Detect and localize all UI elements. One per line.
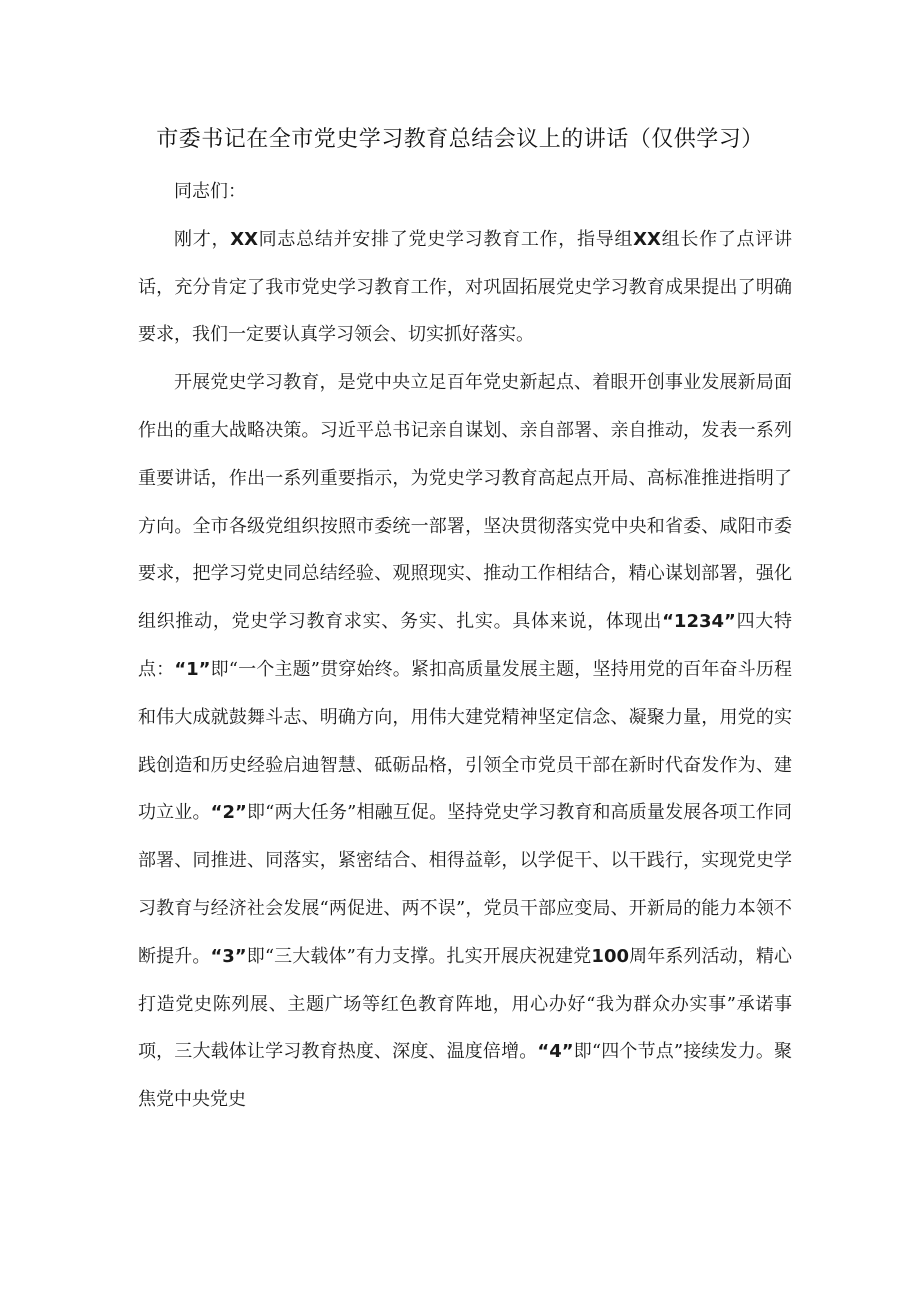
- paragraph-2-bold-1: “1234”: [662, 611, 736, 633]
- paragraph-1: [138, 216, 792, 359]
- paragraph-1-bold-1: XX: [230, 228, 258, 250]
- document-body: [138, 168, 792, 1124]
- paragraph-2-text-3: 即“一个主题”贯穿始终。紧扣高质量发展主题，坚持用党的百年奋斗历程和伟大成就鼓舞斗志、明确方向，用伟大建党精神坚定信念、凝聚力量，用党的实践创造和历史经验启迪智慧、砥砺品格，引领全市党员干部在新时代奋发作为、建功立业。: [138, 658, 792, 824]
- paragraph-2: [138, 359, 792, 1124]
- paragraph-2-bold-5: 100: [591, 945, 629, 967]
- paragraph-2-text-6: 周年系列活动，精心打造党史陈列展、主题广场等红色教育阵地，用心办好“我为群众办实事”承诺事项，三大载体让学习教育热度、深度、温度倍增。: [138, 945, 793, 1063]
- paragraph-2-text-5: 即“三大载体”有力支撑。扎实开展庆祝建党: [246, 945, 592, 967]
- paragraph-2-text-1: 开展党史学习教育，是党中央立足百年党史新起点、着眼开创事业发展新局面作出的重大战略决策。习近平总书记亲自谋划、亲自部署、亲自推动，发表一系列重要讲话，作出一系列重要指示，为党史学习教育高起点开局、高标准推进指明了方向。全市各级党组织按照市委统一部署，坚决贯彻落实党中央和省委、咸阳市委要求，把学习党史同总结经验、观照现实、推动工作相结合，精心谋划部署，强化组织推动，党史学习教育求实、务实、扎实。具体来说，体现出: [138, 372, 792, 633]
- document-title: 市委书记在全市党史学习教育总结会议上的讲话（仅供学习）: [156, 127, 764, 152]
- paragraph-1-text-3: 组长作了点评讲话，充分肯定了我市党史学习教育工作，对巩固拓展党史学习教育成果提出了明确要求，我们一定要认真学习领会、切实抓好落实。: [138, 228, 793, 346]
- paragraph-2-text-4: 即“两大任务”相融互促。坚持党史学习教育和高质量发展各项工作同部署、同推进、同落实，紧密结合、相得益彰，以学促干、以干践行，实现党史学习教育与经济社会发展“两促进、两不误”，党员干部应变局、开新局的能力本领不断提升。: [138, 802, 793, 967]
- paragraph-2-bold-2: “1”: [174, 658, 211, 680]
- paragraph-2-text-7: 即“四个节点”接续发力。聚焦党中央党史: [138, 1041, 793, 1111]
- paragraph-1-text-2: 同志总结并安排了党史学习教育工作，指导组: [257, 228, 634, 250]
- salutation: 同志们：: [174, 181, 246, 202]
- paragraph-2-bold-3: “2”: [210, 802, 247, 824]
- paragraph-1-text-1: 刚才，: [174, 228, 231, 250]
- paragraph-1-bold-2: XX: [633, 228, 661, 250]
- paragraph-2-bold-4: “3”: [210, 945, 247, 967]
- paragraph-2-bold-6: “4”: [537, 1041, 574, 1063]
- paragraph-2-text-2: 四大特点：: [138, 611, 793, 680]
